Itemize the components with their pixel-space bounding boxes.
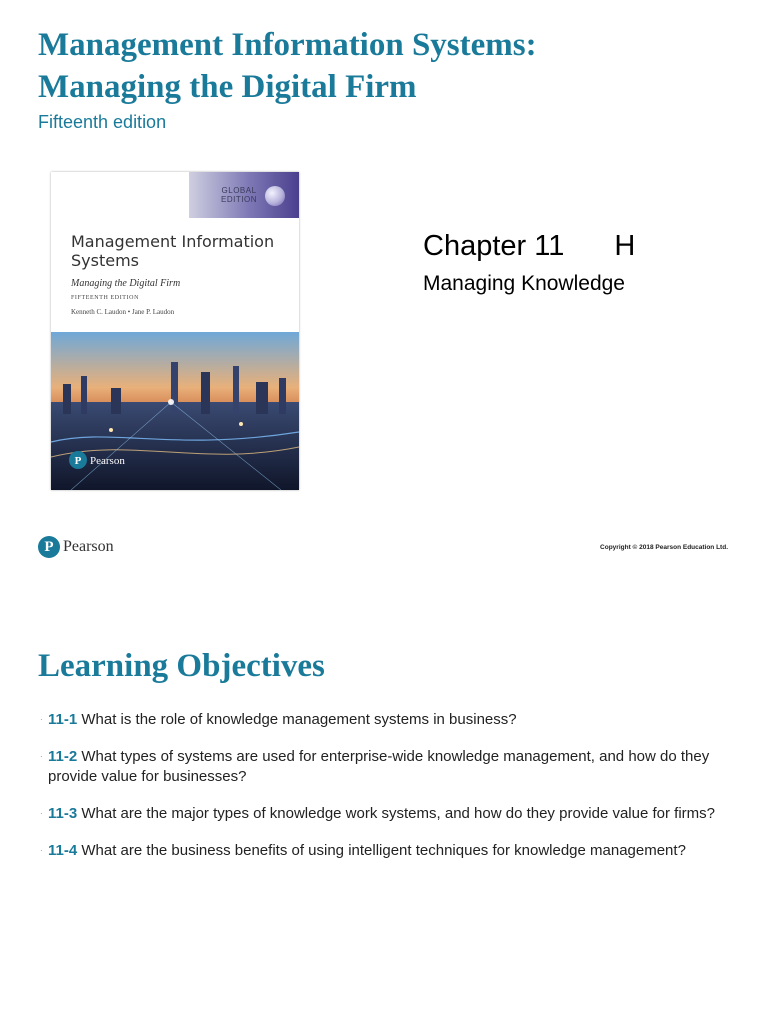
- slide-title-line-2: Managing the Digital Firm: [38, 69, 417, 105]
- badge-line-2: EDITION: [221, 195, 257, 204]
- cover-title-line-2: Systems: [71, 251, 139, 270]
- slide-title: [38, 24, 537, 108]
- cover-authors: Kenneth C. Laudon • Jane P. Laudon: [71, 308, 175, 316]
- pearson-p-icon: P: [38, 536, 60, 558]
- chapter-letter: H: [614, 230, 636, 262]
- city-skyline-illustration: [51, 332, 299, 490]
- bullet-icon: ·: [40, 752, 43, 761]
- pearson-logo: [38, 536, 114, 558]
- svg-text:P: P: [74, 455, 82, 467]
- objective-text: What are the business benefits of using intelligent techniques for knowledge management?: [77, 842, 686, 859]
- objective-item: [40, 804, 730, 824]
- learning-objectives-title: Learning Objectives: [38, 648, 325, 684]
- objective-text: What types of systems are used for enterprise-wide knowledge management, and how do they provide value for businesses?: [48, 748, 710, 785]
- bullet-icon: ·: [40, 846, 43, 855]
- bullet-icon: ·: [40, 715, 43, 724]
- book-cover-image: [51, 172, 299, 490]
- copyright-notice: Copyright © 2018 Pearson Education Ltd.: [600, 544, 728, 551]
- learning-objectives-slide: [0, 606, 768, 1024]
- pearson-wordmark: Pearson: [63, 538, 114, 555]
- bullet-icon: ·: [40, 809, 43, 818]
- objective-text: What is the role of knowledge management systems in business?: [77, 711, 517, 728]
- cover-edition: FIFTEENTH EDITION: [71, 295, 140, 301]
- objective-number: 11-2: [48, 748, 78, 765]
- objectives-list: [40, 710, 730, 878]
- chapter-label: Chapter 11: [423, 230, 565, 262]
- chapter-subtitle: Managing Knowledge: [423, 272, 625, 295]
- objective-number: 11-3: [48, 805, 78, 822]
- cover-title-line-1: Management Information: [71, 232, 275, 251]
- global-edition-badge: [221, 186, 257, 204]
- slide-title-line-1: Management Information Systems:: [38, 27, 537, 63]
- objective-item: [40, 841, 730, 861]
- objective-item: [40, 710, 730, 730]
- globe-icon: [265, 186, 285, 206]
- cover-publisher: Pearson: [90, 455, 125, 467]
- objective-text: What are the major types of knowledge work systems, and how do they provide value for firms?: [77, 805, 715, 822]
- chapter-heading: [423, 230, 635, 263]
- badge-line-1: GLOBAL: [221, 186, 257, 195]
- edition-label: Fifteenth edition: [38, 112, 167, 132]
- objective-item: [40, 747, 730, 787]
- cover-subtitle: Managing the Digital Firm: [71, 278, 181, 289]
- cover-title: [71, 232, 274, 270]
- objective-number: 11-4: [48, 842, 78, 859]
- objective-number: 11-1: [48, 711, 78, 728]
